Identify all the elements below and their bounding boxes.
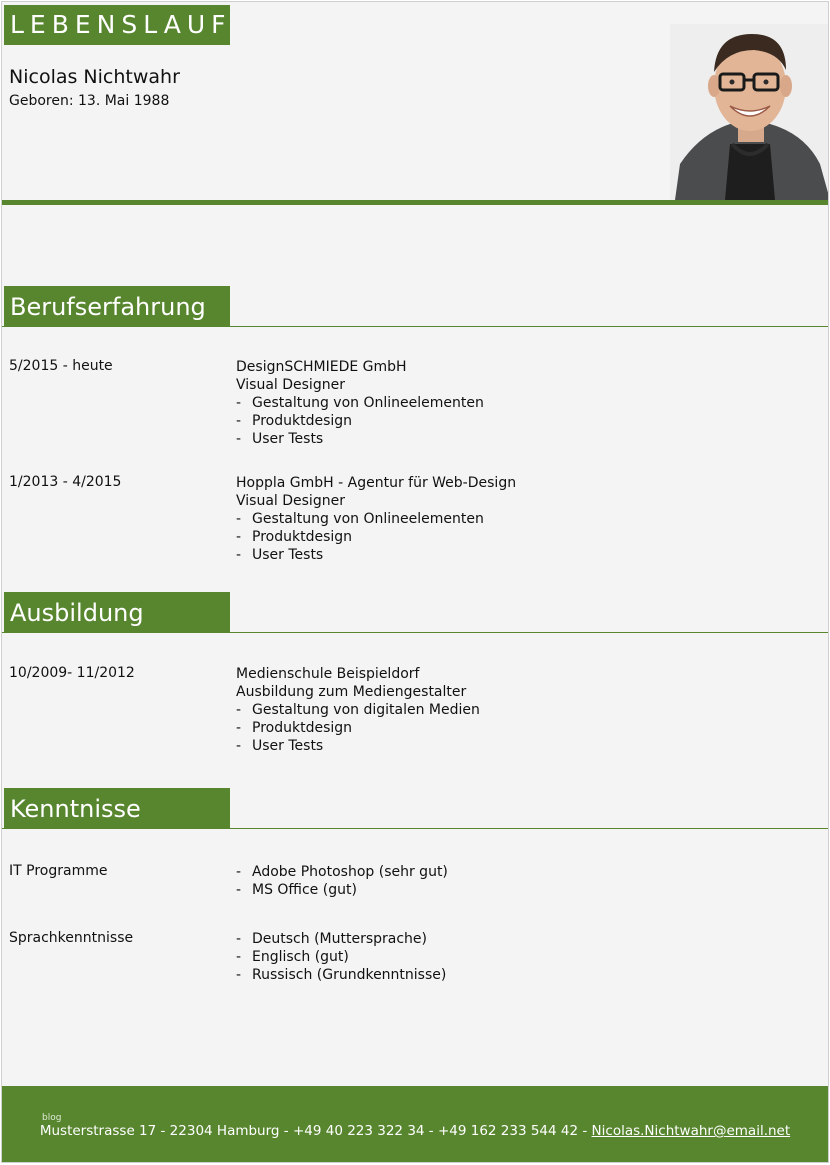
list-item: - Produktdesign (236, 529, 353, 545)
contact-line (2, 1123, 828, 1139)
list-item: - Produktdesign (236, 720, 353, 736)
list-item: - User Tests (236, 431, 324, 447)
job-role: Visual Designer (236, 493, 345, 509)
experience-date: 5/2015 - heute (9, 358, 113, 374)
list-item: - User Tests (236, 738, 324, 754)
list-item: - Deutsch (Muttersprache) (236, 931, 427, 947)
skill-entry (236, 930, 446, 984)
person-name: Nicolas Nichtwahr (9, 66, 180, 88)
skill-label: IT Programme (9, 863, 108, 879)
experience-entry (236, 358, 484, 448)
section-divider (2, 326, 828, 327)
experience-entry (236, 474, 516, 564)
section-divider (2, 632, 828, 633)
experience-date: 1/2013 - 4/2015 (9, 474, 122, 490)
cv-title-banner: LEBENSLAUF (4, 5, 230, 45)
contact-footer (2, 1086, 828, 1162)
section-title-experience: Berufserfahrung (4, 286, 230, 326)
list-item: - Englisch (gut) (236, 949, 349, 965)
list-item: - Gestaltung von Onlineelementen (236, 511, 484, 527)
company-name: Hoppla GmbH - Agentur für Web-Design (236, 475, 517, 491)
list-item: - Gestaltung von digitalen Medien (236, 702, 480, 718)
section-title-skills: Kenntnisse (4, 788, 230, 828)
cv-page (1, 1, 829, 1163)
education-date: 10/2009- 11/2012 (9, 665, 135, 681)
list-item: - User Tests (236, 547, 324, 563)
birth-date: Geboren: 13. Mai 1988 (9, 93, 170, 109)
address-phone-text: Musterstrasse 17 - 22304 Hamburg - +49 40 223 322 34 - +49 162 233 544 42 - (39, 1123, 592, 1139)
blog-watermark: blog (42, 1113, 62, 1123)
list-item: - Produktdesign (236, 413, 353, 429)
skill-entry (236, 863, 448, 899)
list-item: - Gestaltung von Onlineelementen (236, 395, 484, 411)
list-item: - Russisch (Grundkenntnisse) (236, 967, 447, 983)
job-role: Visual Designer (236, 377, 345, 393)
list-item: - Adobe Photoshop (sehr gut) (236, 864, 448, 880)
list-item: - MS Office (gut) (236, 882, 357, 898)
header-divider (2, 200, 828, 205)
email-link[interactable]: Nicolas.Nichtwahr@email.net (591, 1123, 791, 1139)
portrait-photo (670, 24, 829, 200)
company-name: DesignSCHMIEDE GmbH (236, 359, 407, 375)
degree: Ausbildung zum Mediengestalter (236, 684, 467, 700)
portrait-icon (670, 24, 829, 200)
section-divider (2, 828, 828, 829)
school-name: Medienschule Beispieldorf (236, 666, 420, 682)
section-title-education: Ausbildung (4, 592, 230, 632)
skill-label: Sprachkenntnisse (9, 930, 134, 946)
education-entry (236, 665, 480, 755)
